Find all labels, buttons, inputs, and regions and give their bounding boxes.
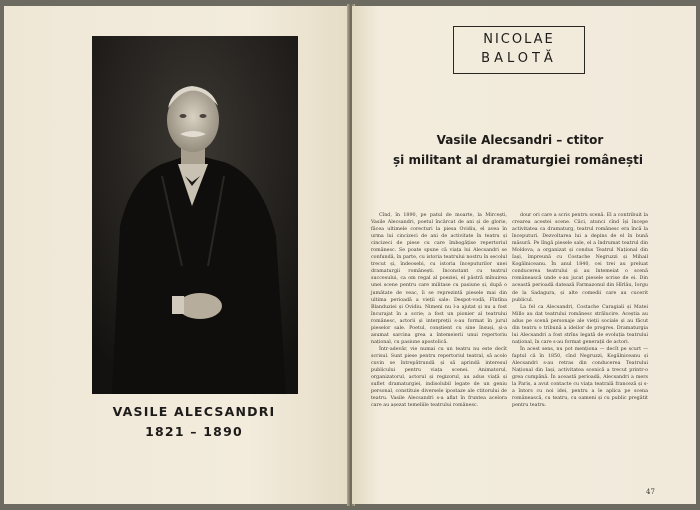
column-2-paragraph: În acest sens, nu pot menționa — decît pe scurt — faptul că în 1850, cînd Negruzzi, Kogălniceanu și Alecsandri s-au retras din conducerea Teatrului Național din Iași, activitatea scenică a trecut printr-o grea cumpănă. În această perioadă, Alecsandri a mers la Paris, a avut contacte cu viața teatrală franceză și s-a întors cu noi idei, pentru a le aplica pe scena românească, cu teatru, cu oameni și cu public pregătit pentru teatru. [512, 346, 648, 409]
author-last-name: BALOTĂ [481, 51, 557, 66]
portrait-drawing [92, 36, 298, 394]
article-title-line-2: și militant al dramaturgiei românești [393, 153, 643, 167]
portrait-caption-name: VASILE ALECSANDRI [112, 404, 276, 419]
column-2-paragraph: La fel ca Alecsandri, Costache Caragiali și Matei Millo au dat teatrului românesc strălucire. Aceștia au adus pe scenă personaje ale vieții sociale și au făcut din teatru o tribună a ideilor de progres. Dramaturgia lui Alecsandri a fost strîns legată de evoluția teatrului național, în care s-au format generații de actori. [512, 304, 648, 345]
text-column-1 [371, 212, 507, 409]
portrait-caption-years: 1821 – 1890 [145, 424, 243, 439]
article-title-line-1: Vasile Alecsandri – ctitor [436, 133, 604, 147]
portrait-image [92, 36, 298, 394]
column-1-paragraph: Cînd, în 1890, pe patul de moarte, la Mircești, Vasile Alecsandri, poetul încărcat de ani și de glorie, făcea ultimele corecturi la piesa Ovidiu, el avea în urma lui cincizeci de ani de activitate în teatru și cincizeci de piese cu care îmbogățise repertoriul românesc. Se poate spune că viața lui Alecsandri se confundă, în parte, cu istoria teatrului nostru în secolul trecut și, îndeosebi, cu istoria începuturilor unei dramaturgii românești. Inconstant cu teatrul succesului, ca om regal al poeziei, el păstră mînuirea unei scene pentru care militase cu pasiune și, după o jumătate de veac, îi se reprezintă piesele mai din ultima perioadă a vieții sale: Despot-vodă, Fîntîna Blanduziei și Ovidiu. Nimeni nu l-a ajutat și nu a fost încurajat în a scrie; a fost un pionier al teatrului românesc, actorii și interpreții s-au format în jurul pieselor sale. Poetul, conștient cu sine însuși, și-a asumat sarcina grea a întemeierii unui repertoriu național, cu pasiune apostolică. [371, 213, 507, 345]
column-1-paragraph: Într-adevăr, vie numai cu un teatru nu este decît scrisul. Sunt piese pentru repertoriul teatral, să acolo cuvin se întrepătrundă și să aprindă interesul publicului pentru viața scenei. Animatorul, organizatorul, actorul și regizorul, au adus viață și suflet dramaturgiei, indisolubil legate de un geniu personal, constituie diversele ipostaze ale ctitorului de teatru. Vasile Alecsandri s-a aflat în fruntea acelora care au așezat temeliile teatrului românesc. [371, 346, 507, 409]
author-first-name: NICOLAE [483, 32, 555, 47]
column-2-paragraph: dour ori care a scris pentru scenă. El a contribuit la crearea acestei scene. Căci, atunci cînd își începe activitatea ca dramaturg, teatrul românesc era încă la începuturi. Dezvoltarea lui a depins de el în bună măsură. Pe lîngă piesele sale, el a îndrumat teatrul din Moldova, a organizat și condus Teatrul Național din Iași, împreună cu Costache Negruzzi și Mihail Kogălniceanu. În anul 1840, cei trei au preluat conducerea teatrului și au întemeiat o scenă românească unde s-au jucat piesele scrise de ei. Din această perioadă datează Farmazonul din Hîrlău, Iorgu de la Sadagura, și alte comedii care au cucerit publicul. [512, 213, 648, 303]
text-column-2 [512, 212, 648, 409]
left-page [4, 6, 350, 504]
author-box [453, 26, 585, 74]
page-number: 47 [646, 488, 655, 496]
